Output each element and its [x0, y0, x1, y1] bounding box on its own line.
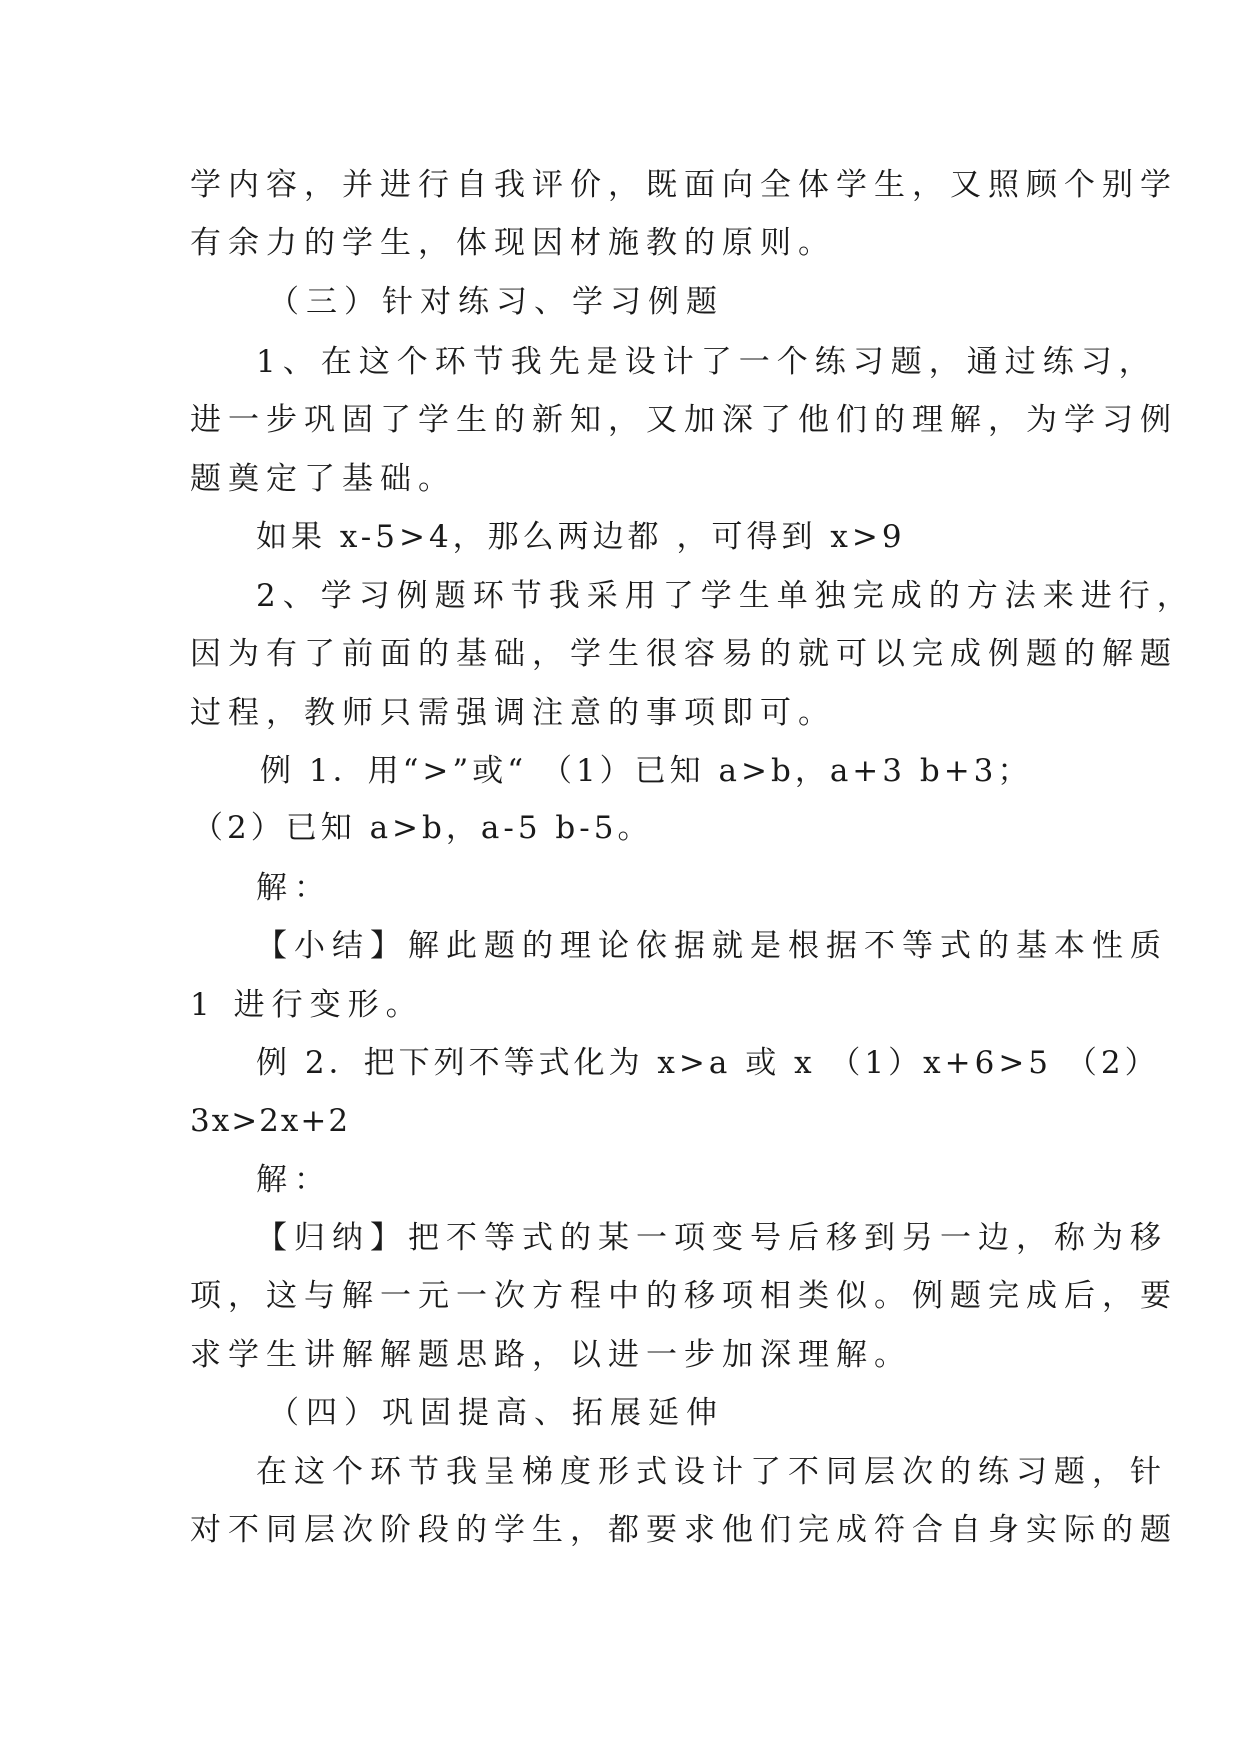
example-line: 例 2．把下列不等式化为 x>a 或 x （1）x+6>5 （2）: [256, 1045, 1160, 1081]
summary-line: 【小结】解此题的理论依据就是根据不等式的基本性质: [256, 928, 1168, 964]
induction-line: 【归纳】把不等式的某一项变号后移到另一边，称为移: [256, 1220, 1168, 1256]
solution-label: 解：: [256, 870, 332, 906]
paragraph-line: 因为有了前面的基础，学生很容易的就可以完成例题的解题: [190, 636, 1178, 672]
example-line: 例 1．用“>”或“ （1）已知 a>b，a+3 b+3；: [260, 753, 1033, 789]
paragraph-line: 对不同层次阶段的学生，都要求他们完成符合自身实际的题: [190, 1512, 1178, 1548]
section-heading: （四）巩固提高、拓展延伸: [268, 1395, 724, 1431]
paragraph-line: 在这个环节我呈梯度形式设计了不同层次的练习题，针: [256, 1454, 1168, 1490]
paragraph-line: 题奠定了基础。: [190, 461, 456, 497]
section-heading: （三）针对练习、学习例题: [268, 284, 724, 320]
paragraph-line: 2、学习例题环节我采用了学生单独完成的方法来进行，: [256, 578, 1195, 614]
summary-line: 1 进行变形。: [190, 987, 424, 1023]
paragraph-line: 1、在这个环节我先是设计了一个练习题，通过练习，: [256, 344, 1157, 380]
induction-line: 求学生讲解解题思路，以进一步加深理解。: [190, 1337, 912, 1373]
solution-label: 解：: [256, 1162, 332, 1198]
example-line: 3x>2x+2: [190, 1103, 351, 1139]
example-line: （2）已知 a>b，a-5 b-5。: [192, 810, 653, 846]
paragraph-line: 学内容，并进行自我评价，既面向全体学生，又照顾个别学: [190, 167, 1178, 203]
paragraph-line: 过程，教师只需强调注意的事项即可。: [190, 695, 836, 731]
exercise-line: 如果 x-5>4，那么两边都 ，可得到 x>9: [256, 519, 906, 555]
paragraph-line: 进一步巩固了学生的新知，又加深了他们的理解，为学习例: [190, 402, 1178, 438]
induction-line: 项，这与解一元一次方程中的移项相类似。例题完成后，要: [190, 1278, 1178, 1314]
paragraph-line: 有余力的学生，体现因材施教的原则。: [190, 225, 836, 261]
